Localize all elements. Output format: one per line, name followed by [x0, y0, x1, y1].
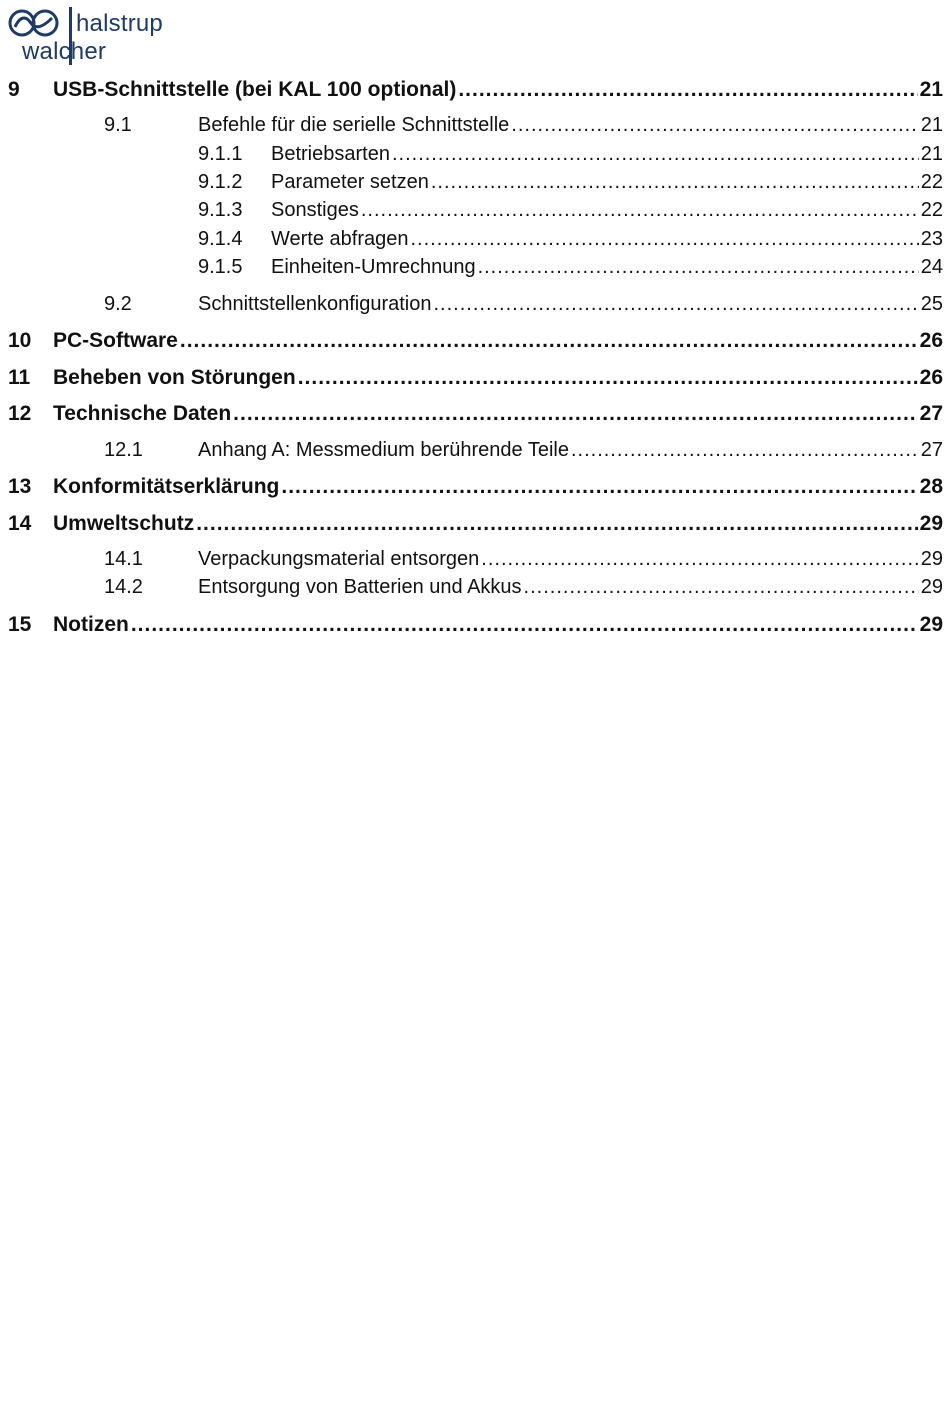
- toc-entry-number: 9.1.1: [198, 143, 243, 165]
- toc-entry-number: 14: [8, 512, 32, 535]
- toc-entry-page-number: 21: [920, 143, 943, 165]
- logo-text-walcher: walcher: [22, 38, 107, 65]
- toc-entry-page-number: 21: [920, 114, 943, 136]
- toc-entry-page-number: 28: [919, 475, 943, 498]
- toc-entry-number: 9.2: [104, 293, 132, 315]
- toc-entry-number: 11: [8, 366, 31, 389]
- toc-entry-line: [198, 439, 943, 462]
- toc-entry-page-number: 29: [919, 613, 943, 636]
- toc-entry-line: [271, 256, 943, 279]
- toc-leader-dots: [361, 199, 919, 222]
- toc-leader-dots: [392, 143, 919, 166]
- toc-entry-title: Entsorgung von Batterien und Akkus: [198, 576, 522, 598]
- toc-entry-page-number: 23: [920, 228, 943, 250]
- toc-entry-page-number: 26: [919, 366, 943, 389]
- toc-entry-title: Umweltschutz: [53, 512, 195, 535]
- toc-entry-number: 9.1.3: [198, 199, 243, 221]
- toc-entry-title: Verpackungsmaterial entsorgen: [198, 548, 480, 570]
- toc-leader-dots: [571, 439, 919, 462]
- toc-entry-page-number: 26: [919, 329, 943, 352]
- toc-entry-line: [198, 576, 943, 599]
- toc-entry[interactable]: [0, 548, 950, 574]
- toc-entry-title: Schnittstellenkonfiguration: [198, 293, 432, 315]
- toc-entry-number: 14.2: [104, 576, 143, 598]
- toc-leader-dots: [131, 613, 918, 637]
- toc-entry-title: Konformitätserklärung: [53, 475, 280, 498]
- toc-entry-line: [53, 475, 943, 499]
- toc-entry[interactable]: [0, 576, 950, 602]
- toc-entry-number: 9: [8, 78, 20, 101]
- toc-entry-title: Notizen: [53, 613, 129, 636]
- toc-entry-line: [53, 78, 943, 102]
- toc-entry[interactable]: [0, 402, 950, 428]
- toc-entry-number: 9.1: [104, 114, 132, 136]
- toc-entry[interactable]: [0, 293, 950, 319]
- toc-entry-title: Beheben von Störungen: [53, 366, 296, 389]
- toc-entry-line: [53, 613, 943, 637]
- toc-entry-page-number: 25: [920, 293, 943, 315]
- toc-leader-dots: [411, 228, 919, 251]
- toc-leader-dots: [233, 402, 917, 426]
- toc-entry[interactable]: [0, 366, 950, 392]
- toc-entry[interactable]: [0, 475, 950, 501]
- toc-leader-dots: [180, 329, 918, 353]
- toc-entry[interactable]: [0, 256, 950, 282]
- toc-leader-dots: [196, 512, 917, 536]
- toc-entry-title: Sonstiges: [271, 199, 359, 221]
- toc-entry[interactable]: [0, 613, 950, 639]
- toc-leader-dots: [524, 576, 919, 599]
- company-logo: [8, 4, 183, 64]
- toc-leader-dots: [481, 548, 918, 571]
- toc-entry-page-number: 22: [920, 199, 943, 221]
- toc-entry[interactable]: [0, 78, 950, 104]
- toc-entry-title: USB-Schnittstelle (bei KAL 100 optional): [53, 78, 457, 101]
- toc-leader-dots: [511, 114, 918, 137]
- toc-entry-page-number: 21: [919, 78, 943, 101]
- toc-entry-line: [271, 143, 943, 166]
- toc-entry-line: [198, 293, 943, 316]
- toc-entry[interactable]: [0, 114, 950, 140]
- toc-entry-number: 9.1.2: [198, 171, 243, 193]
- toc-entry-title: Technische Daten: [53, 402, 232, 425]
- toc-entry-page-number: 29: [920, 548, 943, 570]
- toc-leader-dots: [478, 256, 919, 279]
- toc-entry-line: [53, 402, 943, 426]
- toc-entry-title: Anhang A: Messmedium berührende Teile: [198, 439, 569, 461]
- toc-leader-dots: [298, 366, 918, 390]
- toc-entry[interactable]: [0, 171, 950, 197]
- toc-leader-dots: [281, 475, 917, 499]
- toc-entry-title: Befehle für die serielle Schnittstelle: [198, 114, 510, 136]
- toc-entry-line: [198, 114, 943, 137]
- toc-entry-number: 9.1.5: [198, 256, 243, 278]
- toc-entry-page-number: 27: [919, 402, 943, 425]
- toc-entry-page-number: 24: [920, 256, 943, 278]
- toc-entry[interactable]: [0, 329, 950, 355]
- toc-entry-number: 10: [8, 329, 32, 352]
- logo-mark-icon: [8, 8, 60, 38]
- toc-entry-number: 14.1: [104, 548, 143, 570]
- toc-leader-dots: [458, 78, 917, 102]
- toc-entry-page-number: 22: [920, 171, 943, 193]
- toc-entry-page-number: 29: [919, 512, 943, 535]
- toc-entry-number: 13: [8, 475, 32, 498]
- toc-entry-line: [198, 548, 943, 571]
- toc-entry-title: PC-Software: [53, 329, 178, 352]
- toc-leader-dots: [431, 171, 919, 194]
- toc-entry-line: [271, 171, 943, 194]
- toc-entry-line: [53, 366, 943, 390]
- toc-leader-dots: [433, 293, 918, 316]
- toc-entry-line: [271, 199, 943, 222]
- toc-entry-line: [53, 329, 943, 353]
- toc-entry-page-number: 29: [920, 576, 943, 598]
- toc-entry-title: Betriebsarten: [271, 143, 390, 165]
- toc-entry-number: 12.1: [104, 439, 143, 461]
- toc-entry-number: 15: [8, 613, 32, 636]
- toc-entry-title: Einheiten-Umrechnung: [271, 256, 476, 278]
- toc-entry-number: 12: [8, 402, 32, 425]
- toc-entry-page-number: 27: [920, 439, 943, 461]
- toc-entry[interactable]: [0, 199, 950, 225]
- toc-entry[interactable]: [0, 512, 950, 538]
- toc-entry[interactable]: [0, 228, 950, 254]
- toc-entry[interactable]: [0, 439, 950, 465]
- toc-entry-line: [53, 512, 943, 536]
- toc-entry-line: [271, 228, 943, 251]
- toc-entry-title: Parameter setzen: [271, 171, 429, 193]
- toc-entry-title: Werte abfragen: [271, 228, 409, 250]
- logo-text-halstrup: halstrup: [76, 10, 163, 37]
- toc-entry[interactable]: [0, 143, 950, 169]
- toc-entry-number: 9.1.4: [198, 228, 243, 250]
